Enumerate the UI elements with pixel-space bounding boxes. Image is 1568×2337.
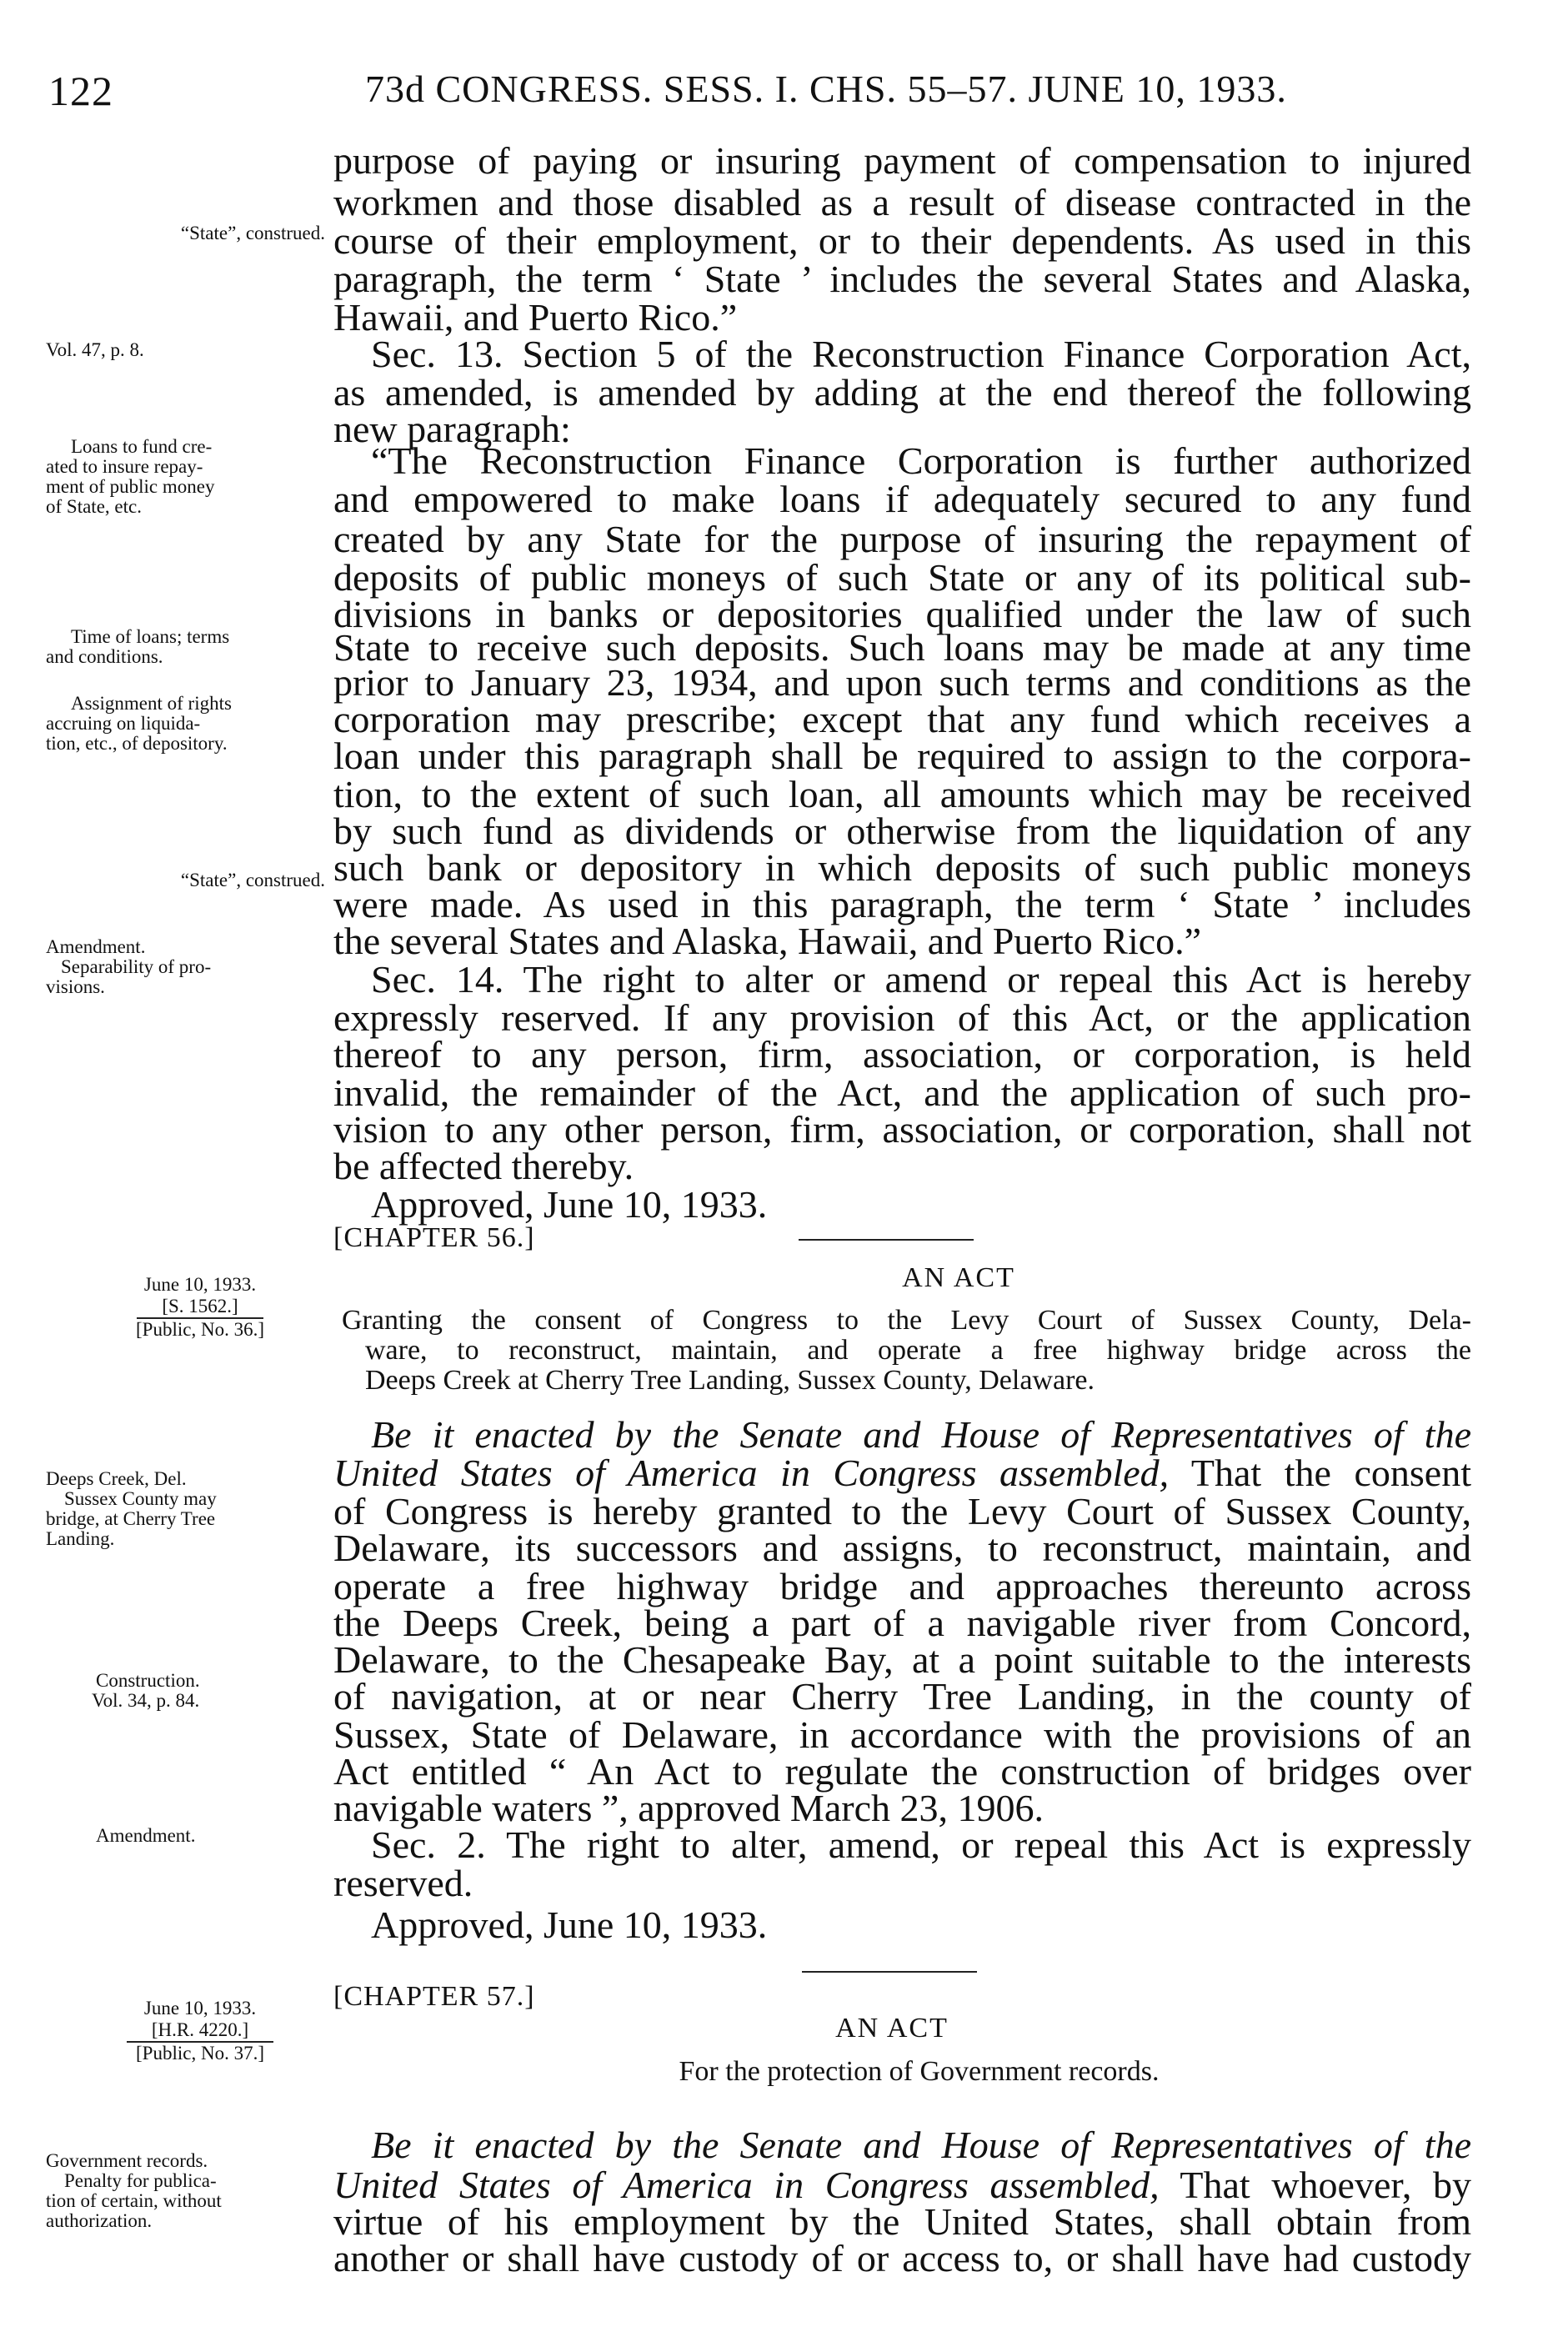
chapter57-label: [CHAPTER 57.] (333, 1981, 535, 2012)
body-line: expressly reserved. If any provision of this Act, or the application (333, 996, 1471, 1039)
margin-note-assignment: Assignment of rights accruing on liquida- tion, etc., of depository. (46, 693, 232, 754)
margin-note-construction: Construction. Vol. 34, p. 84. (92, 1670, 200, 1711)
body-line: of navigation, at or near Cherry Tree Landing, in the county of (333, 1675, 1471, 1718)
margin-note-vol47: Vol. 47, p. 8. (46, 339, 144, 360)
divider-rule (799, 1239, 974, 1241)
divider-rule (802, 1971, 977, 1973)
body-line: vision to any other person, firm, association, or corporation, shall not (333, 1108, 1471, 1151)
body-line: invalid, the remainder of the Act, and the application of such pro- (333, 1071, 1471, 1114)
margin-note-time-of-loans: Time of loans; terms and conditions. (46, 626, 230, 667)
body-line: Delaware, to the Chesapeake Bay, at a point suitable to the interests (333, 1638, 1471, 1681)
body-line: prior to January 23, 1934, and upon such terms and conditions as the (333, 661, 1471, 704)
margin-note-deeps-creek: Deeps Creek, Del. Sussex County may bridge, at Cherry Tree Landing. (46, 1468, 217, 1549)
body-line: United States of America in Congress assembled, That the consent (333, 1452, 1471, 1494)
body-line: virtue of his employment by the United States, shall obtain from (333, 2200, 1471, 2243)
body-line: loan under this paragraph shall be required to assign to the corpora- (333, 735, 1471, 777)
body-line: workmen and those disabled as a result of disease contracted in the (333, 181, 1471, 223)
section-2-line: Sec. 2. The right to alter, amend, or repeal this Act is expressly (371, 1823, 1471, 1866)
page-number: 122 (48, 68, 113, 114)
running-header: 73d CONGRESS. SESS. I. CHS. 55–57. JUNE 10, 1933. (365, 68, 1287, 110)
body-line: the several States and Alaska, Hawaii, and Puerto Rico.” (333, 920, 1202, 962)
body-line: divisions in banks or depositories qualified under the law of such (333, 593, 1471, 635)
body-line: purpose of paying or insuring payment of compensation to injured (333, 139, 1471, 182)
body-line: created by any State for the purpose of insuring the repayment of (333, 518, 1471, 560)
body-line: new paragraph: (333, 408, 571, 450)
chapter56-an-act: AN ACT (902, 1262, 1015, 1293)
body-line: and empowered to make loans if adequately secured to any fund (333, 478, 1471, 520)
body-line: State to receive such deposits. Such loans may be made at any time (333, 626, 1471, 669)
body-line: the Deeps Creek, being a part of a navigable river from Concord, (333, 1602, 1471, 1644)
chapter57-an-act: AN ACT (835, 2013, 949, 2044)
margin-note-state-construed-2: “State”, construed. (180, 870, 325, 890)
body-line: corporation may prescribe; except that any fund which receives a (333, 698, 1471, 740)
body-line: Delaware, its successors and assigns, to reconstruct, maintain, and (333, 1527, 1471, 1569)
margin-note-state-construed: “State”, construed. (180, 223, 325, 243)
chapter57-reference: June 10, 1933. [H.R. 4220.] [Public, No. 37.] (92, 1998, 308, 2064)
body-line: “The Reconstruction Finance Corporation is further authorized (371, 439, 1471, 482)
margin-note-amendment: Amendment. (96, 1825, 196, 1846)
chapter56-title: Granting the consent of Congress to the Levy Court of Sussex County, Dela- ware, to reconstruct, maintain, and operate a free highway bridge across the Deeps Creek at Cherry Tree Landing, Sussex County, Delaware. (342, 1305, 1471, 1396)
chapter56-reference: June 10, 1933. [S. 1562.] [Public, No. 36.] (136, 1274, 264, 1340)
body-line: as amended, is amended by adding at the end thereof the following (333, 371, 1471, 414)
body-line: paragraph, the term ‘ State ’ includes the several States and Alaska, (333, 258, 1471, 300)
body-line: Sussex, State of Delaware, in accordance with the provisions of an (333, 1713, 1471, 1756)
approved-line: Approved, June 10, 1933. (371, 1183, 768, 1226)
body-line: such bank or depository in which deposits of such public moneys (333, 846, 1471, 889)
margin-note-government-records: Government records. Penalty for publica- tion of certain, without authorization. (46, 2150, 222, 2231)
body-line: navigable waters ”, approved March 23, 1906. (333, 1787, 1044, 1829)
body-line: reserved. (333, 1862, 473, 1904)
chapter57-title: For the protection of Government records. (679, 2056, 1160, 2087)
enacting-clause: Be it enacted by the Senate and House of Representatives of the (371, 1413, 1471, 1456)
body-line: of Congress is hereby granted to the Levy Court of Sussex County, (333, 1490, 1471, 1532)
section-13-line: Sec. 13. Section 5 of the Reconstruction Finance Corporation Act, (371, 333, 1471, 375)
body-line: by such fund as dividends or otherwise from the liquidation of any (333, 810, 1471, 852)
chapter56-label: [CHAPTER 56.] (333, 1222, 535, 1253)
body-line: operate a free highway bridge and approaches thereunto across (333, 1565, 1471, 1607)
margin-note-amendment-separability: Amendment. Separability of pro- visions. (46, 936, 212, 997)
body-line: another or shall have custody of or access to, or shall have had custody (333, 2237, 1471, 2279)
body-line: deposits of public moneys of such State or any of its political sub- (333, 556, 1471, 599)
body-line: United States of America in Congress assembled, That whoever, by (333, 2164, 1471, 2206)
body-line: be affected thereby. (333, 1145, 634, 1187)
section-14-line: Sec. 14. The right to alter or amend or repeal this Act is hereby (371, 958, 1471, 1000)
body-line: tion, to the extent of such loan, all amounts which may be received (333, 773, 1471, 815)
body-line: course of their employment, or to their dependents. As used in this (333, 219, 1471, 262)
body-line: Hawaii, and Puerto Rico.” (333, 296, 738, 339)
margin-note-loans: Loans to fund cre- ated to insure repay- ment of public money of State, etc. (46, 436, 215, 517)
approved-line: Approved, June 10, 1933. (371, 1903, 768, 1946)
enacting-clause: Be it enacted by the Senate and House of Representatives of the (371, 2124, 1471, 2166)
body-line: were made. As used in this paragraph, the term ‘ State ’ includes (333, 883, 1471, 925)
body-line: Act entitled “ An Act to regulate the construction of bridges over (333, 1750, 1471, 1793)
body-line: thereof to any person, firm, association, or corporation, is held (333, 1033, 1471, 1076)
